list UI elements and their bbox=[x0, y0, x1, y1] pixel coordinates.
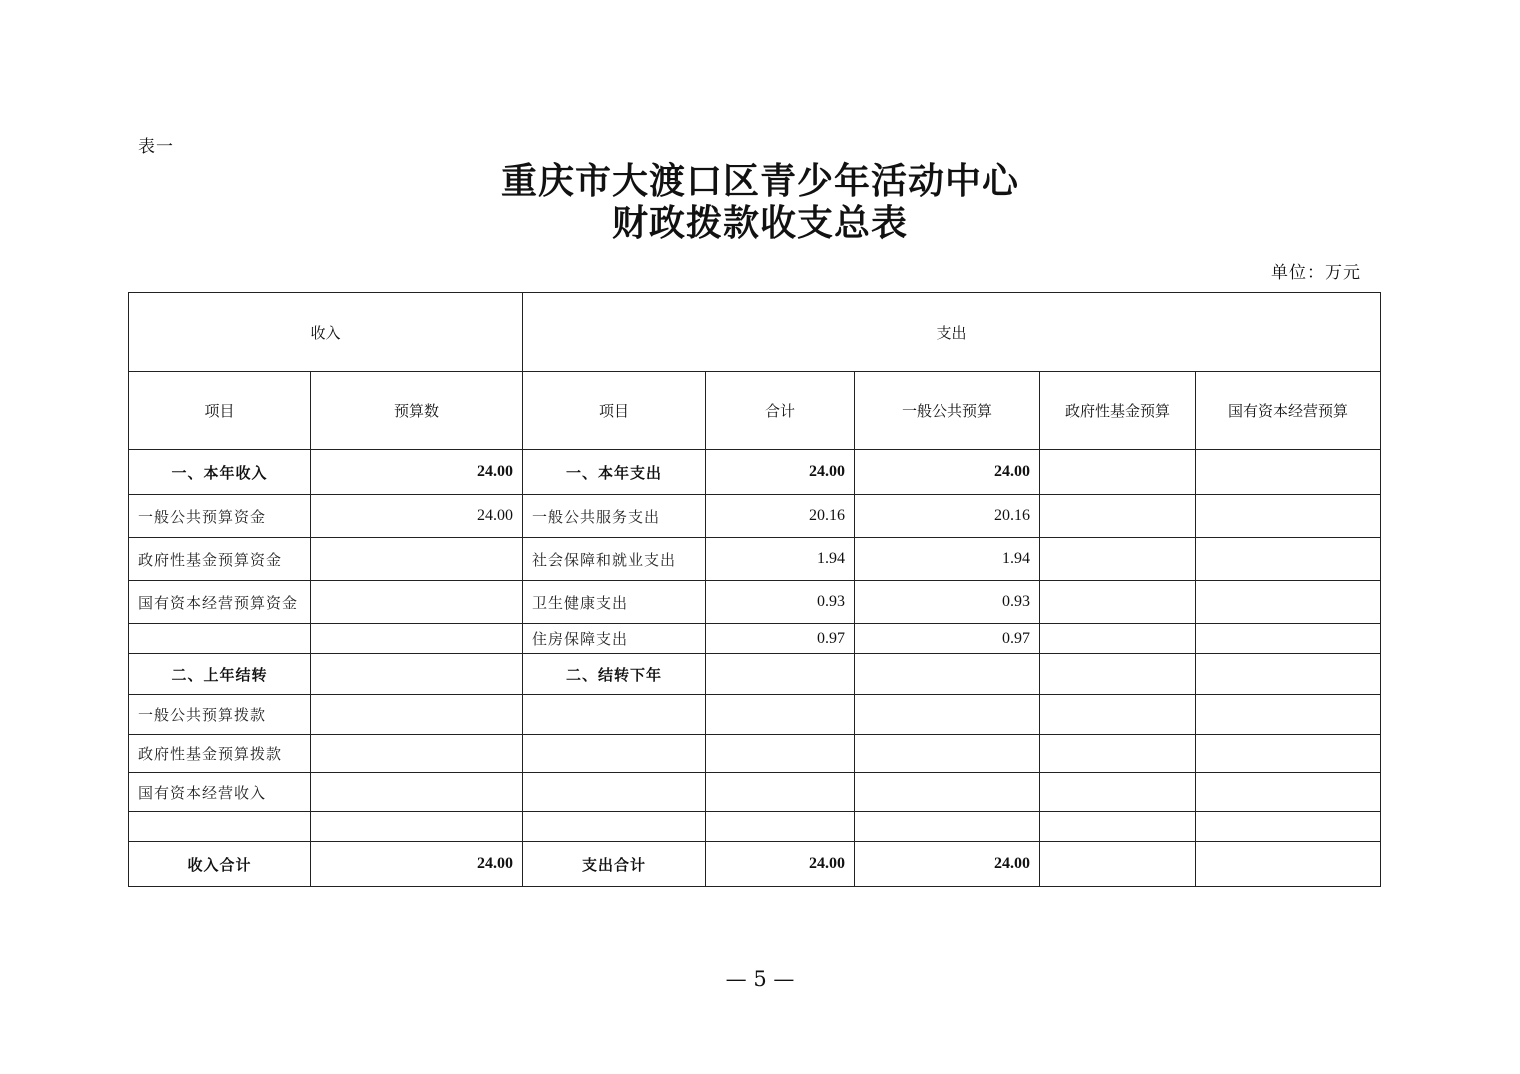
general-budget-cell: 1.94 bbox=[855, 538, 1040, 581]
income-budget-cell bbox=[311, 538, 523, 581]
general-budget-cell bbox=[855, 735, 1040, 773]
gov-fund-cell bbox=[1040, 581, 1196, 624]
total-cell bbox=[706, 812, 855, 842]
table-label: 表一 bbox=[138, 137, 174, 157]
table-row bbox=[129, 581, 1381, 624]
income-total-value: 24.00 bbox=[311, 842, 523, 887]
gov-fund-cell bbox=[1040, 624, 1196, 654]
expense-item-cell bbox=[523, 735, 706, 773]
income-budget-header: 预算数 bbox=[311, 372, 523, 450]
state-capital-total-value bbox=[1196, 842, 1381, 887]
income-budget-cell bbox=[311, 695, 523, 735]
general-budget-cell bbox=[855, 773, 1040, 812]
general-budget-cell: 24.00 bbox=[855, 450, 1040, 495]
page-title bbox=[0, 160, 1520, 244]
budget-table bbox=[128, 292, 1381, 887]
table-row bbox=[129, 624, 1381, 654]
header-row-2 bbox=[129, 372, 1381, 450]
total-cell: 1.94 bbox=[706, 538, 855, 581]
income-item-cell: 国有资本经营收入 bbox=[129, 773, 311, 812]
income-item-cell: 政府性基金预算资金 bbox=[129, 538, 311, 581]
income-budget-cell: 24.00 bbox=[311, 450, 523, 495]
table-row bbox=[129, 735, 1381, 773]
income-item-cell: 国有资本经营预算资金 bbox=[129, 581, 311, 624]
income-budget-cell bbox=[311, 624, 523, 654]
income-item-cell bbox=[129, 624, 311, 654]
general-budget-cell bbox=[855, 654, 1040, 695]
expense-item-cell: 二、结转下年 bbox=[523, 654, 706, 695]
gov-fund-cell bbox=[1040, 654, 1196, 695]
total-cell: 0.93 bbox=[706, 581, 855, 624]
table-row bbox=[129, 538, 1381, 581]
state-capital-cell bbox=[1196, 538, 1381, 581]
state-capital-cell bbox=[1196, 581, 1381, 624]
gov-fund-cell bbox=[1040, 735, 1196, 773]
gov-fund-cell bbox=[1040, 773, 1196, 812]
totals-row bbox=[129, 842, 1381, 887]
total-cell bbox=[706, 773, 855, 812]
general-budget-cell: 20.16 bbox=[855, 495, 1040, 538]
expense-item-cell: 一般公共服务支出 bbox=[523, 495, 706, 538]
state-capital-cell bbox=[1196, 735, 1381, 773]
table-row bbox=[129, 773, 1381, 812]
gov-fund-cell bbox=[1040, 538, 1196, 581]
table-row bbox=[129, 695, 1381, 735]
general-budget-header: 一般公共预算 bbox=[855, 372, 1040, 450]
table-row bbox=[129, 450, 1381, 495]
gov-fund-budget-header: 政府性基金预算 bbox=[1040, 372, 1196, 450]
gov-fund-cell bbox=[1040, 812, 1196, 842]
income-item-cell: 一般公共预算资金 bbox=[129, 495, 311, 538]
income-header: 收入 bbox=[129, 293, 523, 372]
gov-fund-total-value bbox=[1040, 842, 1196, 887]
income-item-cell: 政府性基金预算拨款 bbox=[129, 735, 311, 773]
state-capital-cell bbox=[1196, 654, 1381, 695]
table-row bbox=[129, 654, 1381, 695]
gov-fund-cell bbox=[1040, 695, 1196, 735]
state-capital-cell bbox=[1196, 624, 1381, 654]
page-number: — 5 — bbox=[725, 967, 795, 991]
expense-item-cell: 社会保障和就业支出 bbox=[523, 538, 706, 581]
income-item-cell: 一般公共预算拨款 bbox=[129, 695, 311, 735]
state-capital-cell bbox=[1196, 812, 1381, 842]
expense-item-cell: 住房保障支出 bbox=[523, 624, 706, 654]
income-budget-cell bbox=[311, 654, 523, 695]
general-budget-cell bbox=[855, 812, 1040, 842]
expense-item-cell bbox=[523, 773, 706, 812]
income-total-label: 收入合计 bbox=[129, 842, 311, 887]
expense-item-cell: 卫生健康支出 bbox=[523, 581, 706, 624]
expense-total-value: 24.00 bbox=[706, 842, 855, 887]
state-capital-cell bbox=[1196, 495, 1381, 538]
expense-item-cell: 一、本年支出 bbox=[523, 450, 706, 495]
state-capital-budget-header: 国有资本经营预算 bbox=[1196, 372, 1381, 450]
general-budget-cell: 0.97 bbox=[855, 624, 1040, 654]
title-line-1: 重庆市大渡口区青少年活动中心 bbox=[500, 160, 1019, 202]
total-cell bbox=[706, 735, 855, 773]
income-budget-cell: 24.00 bbox=[311, 495, 523, 538]
total-cell bbox=[706, 695, 855, 735]
income-item-cell bbox=[129, 812, 311, 842]
expense-header: 支出 bbox=[523, 293, 1381, 372]
state-capital-cell bbox=[1196, 773, 1381, 812]
state-capital-cell bbox=[1196, 695, 1381, 735]
title-line-2: 财政拨款收支总表 bbox=[611, 202, 908, 244]
expense-total-label: 支出合计 bbox=[523, 842, 706, 887]
income-item-cell: 二、上年结转 bbox=[129, 654, 311, 695]
total-cell: 0.97 bbox=[706, 624, 855, 654]
header-row-1 bbox=[129, 293, 1381, 372]
general-budget-cell: 0.93 bbox=[855, 581, 1040, 624]
table-row bbox=[129, 495, 1381, 538]
income-budget-cell bbox=[311, 735, 523, 773]
gov-fund-cell bbox=[1040, 495, 1196, 538]
expense-item-header: 项目 bbox=[523, 372, 706, 450]
total-header: 合计 bbox=[706, 372, 855, 450]
total-cell bbox=[706, 654, 855, 695]
general-budget-cell bbox=[855, 695, 1040, 735]
income-item-header: 项目 bbox=[129, 372, 311, 450]
income-item-cell: 一、本年收入 bbox=[129, 450, 311, 495]
income-budget-cell bbox=[311, 581, 523, 624]
gov-fund-cell bbox=[1040, 450, 1196, 495]
total-cell: 20.16 bbox=[706, 495, 855, 538]
table-row bbox=[129, 812, 1381, 842]
income-budget-cell bbox=[311, 812, 523, 842]
total-cell: 24.00 bbox=[706, 450, 855, 495]
unit-label: 单位：万元 bbox=[1271, 263, 1361, 283]
expense-item-cell bbox=[523, 812, 706, 842]
expense-item-cell bbox=[523, 695, 706, 735]
general-budget-total-value: 24.00 bbox=[855, 842, 1040, 887]
state-capital-cell bbox=[1196, 450, 1381, 495]
income-budget-cell bbox=[311, 773, 523, 812]
